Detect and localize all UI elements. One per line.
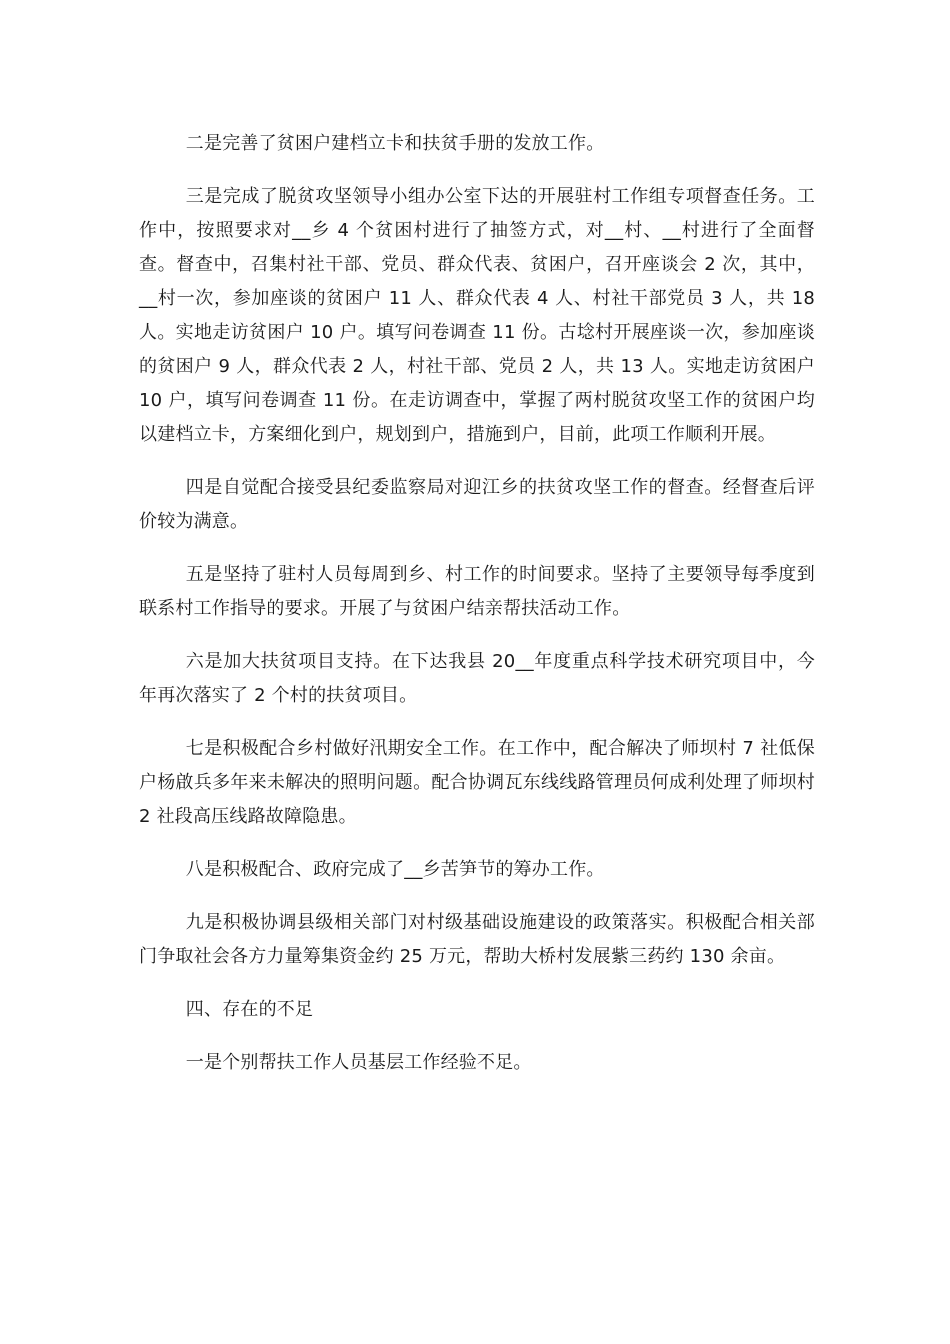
paragraph-item-4: 四是自觉配合接受县纪委监察局对迎江乡的扶贫攻坚工作的督查。经督查后评价较为满意。 — [139, 477, 815, 532]
paragraph-item-5: 五是坚持了驻村人员每周到乡、村工作的时间要求。坚持了主要领导每季度到联系村工作指导的要求。开展了与贫困户结亲帮扶活动工作。 — [139, 564, 815, 619]
document-body — [139, 127, 815, 1099]
section-heading-shortcomings: 四、存在的不足 — [185, 999, 314, 1020]
paragraph-item-9: 九是积极协调县级相关部门对村级基础设施建设的政策落实。积极配合相关部门争取社会各方力量筹集资金约 25 万元，帮助大桥村发展紫三药约 130 余亩。 — [139, 912, 815, 967]
paragraph-item-2: 二是完善了贫困户建档立卡和扶贫手册的发放工作。 — [185, 133, 605, 154]
paragraph-shortcoming-1: 一是个别帮扶工作人员基层工作经验不足。 — [185, 1052, 532, 1073]
paragraph-item-6: 六是加大扶贫项目支持。在下达我县 20__年度重点科学技术研究项目中，今年再次落实了 2 个村的扶贫项目。 — [139, 651, 815, 706]
paragraph-item-7: 七是积极配合乡村做好汛期安全工作。在工作中，配合解决了师坝村 7 社低保户杨啟兵多年来未解决的照明问题。配合协调瓦东线线路管理员何成利处理了师坝村 2 社段高压线路故障隐患。 — [139, 738, 815, 827]
paragraph-item-8: 八是积极配合、政府完成了__乡苦笋节的筹办工作。 — [185, 859, 605, 880]
paragraph-item-3: 三是完成了脱贫攻坚领导小组办公室下达的开展驻村工作组专项督查任务。工作中，按照要求对__乡 4 个贫困村进行了抽签方式，对__村、__村进行了全面督查。督查中，召集村社干部、党员、群众代表、贫困户，召开座谈会 2 次，其中，__村一次，参加座谈的贫困户 11 人、群众代表 4 人、村社干部党员 3 人，共 18 人。实地走访贫困户 10 户。填写问卷调查 11 份。古埝村开展座谈一次，参加座谈的贫困户 9 人，群众代表 2 人，村社干部、党员 2 人，共 13 人。实地走访贫困户 10 户，填写问卷调查 11 份。在走访调查中，掌握了两村脱贫攻坚工作的贫困户均以建档立卡，方案细化到户，规划到户，措施到户，目前，此项工作顺利开展。 — [139, 186, 815, 445]
